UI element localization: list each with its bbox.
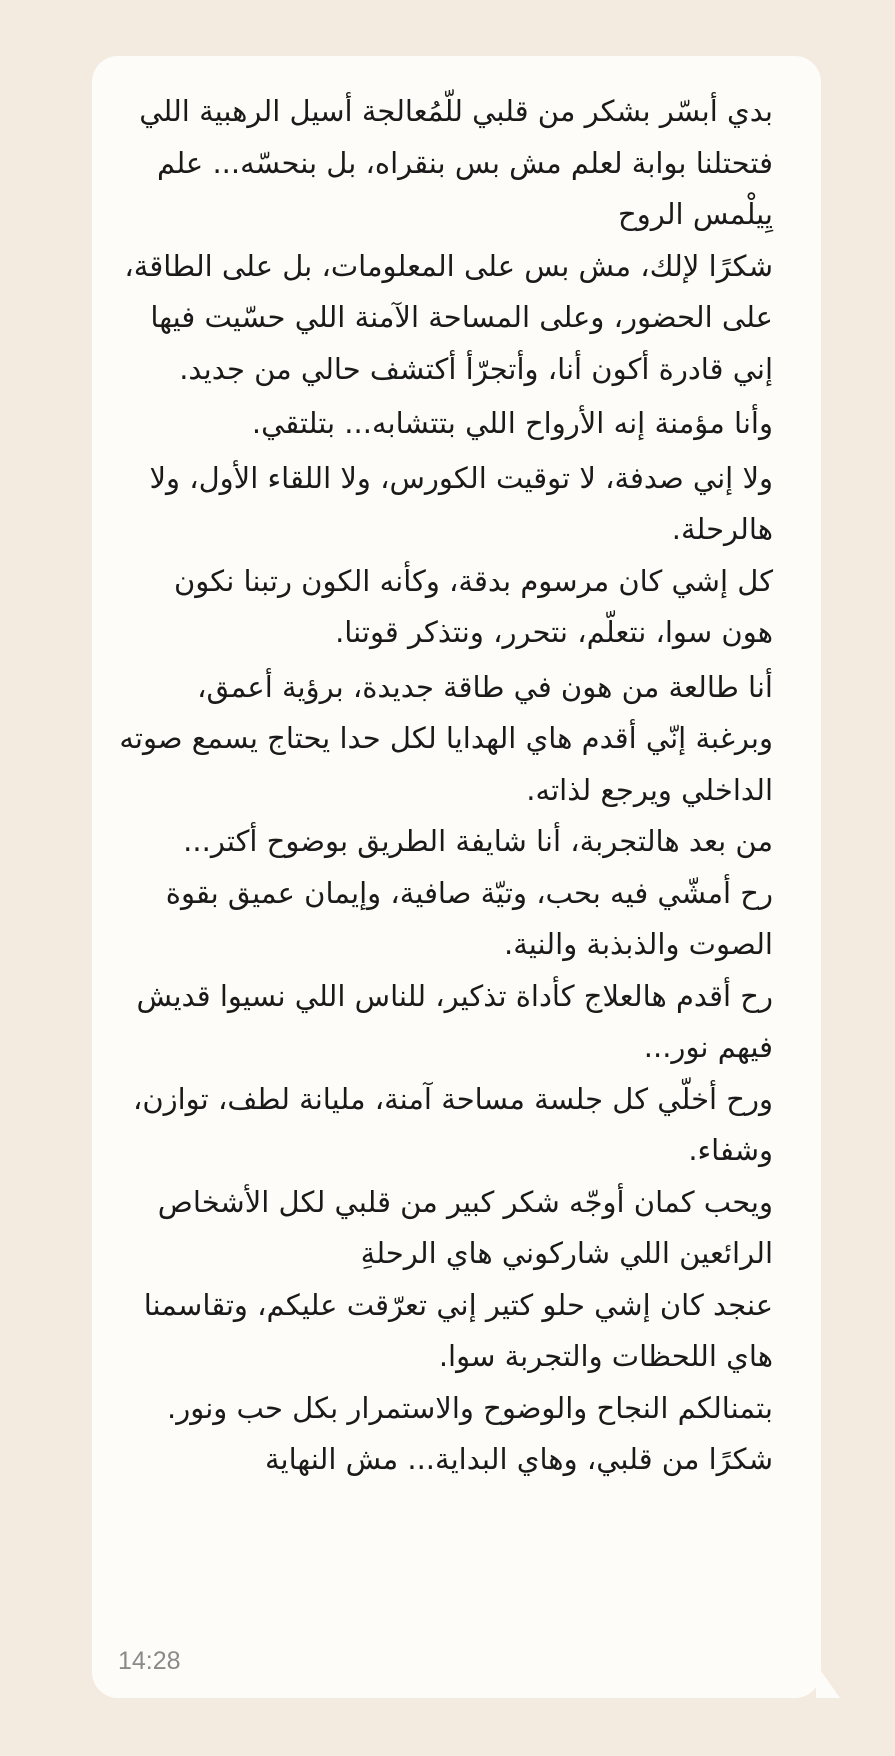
message-paragraph: وأنا مؤمنة إنه الأرواح اللي بتتشابه... بتلتقي. [251,406,773,440]
message-paragraph: بدي أبسّر بشكر من قلبي للّمُعالجة أسيل الرهبية اللي فتحتلنا بوابة لعلم مش بس بنقراه، بل بنحسّه... علم يِيلْمس الروح [139,94,773,231]
message-paragraph: شكرًا من قلبي، وهاي البداية... مش النهاية [264,1442,773,1476]
message-paragraph: ولا إني صدفة، لا توقيت الكورس، ولا اللقاء الأول، ولا هالرحلة. [149,460,773,546]
message-paragraph: بتمنالكم النجاح والوضوح والاستمرار بكل حب ونور. [167,1390,773,1425]
message-timestamp: 14:28 [118,1647,181,1675]
message-paragraph: ويحب كمان أوجّه شكر كبير من قلبي لكل الأشخاص الرائعين اللي شاركوني هاي الرحلةِ [157,1184,773,1270]
message-paragraph: عنجد كان إشي حلو كتير إني تعرّقت عليكم، وتقاسمنا هاي اللحظات والتجربة سوا. [143,1287,773,1373]
message-bubble[interactable] [92,56,821,1698]
message-paragraph: رح أقدم هالعلاج كأداة تذكير، للناس اللي نسيوا قديش فيهم نور... [136,978,773,1064]
message-paragraph: ورح أخلّي كل جلسة مساحة آمنة، مليانة لطف، توازن، وشفاء. [132,1081,773,1167]
message-paragraph: رح أمشّي فيه بحب، وتيّة صافية، وإيمان عميق بقوة الصوت والذبذبة والنية. [165,875,773,961]
message-paragraph: أنا طالعة من هون في طاقة جديدة، برؤية أعمق، وبرغبة إنّي أقدم هاي الهدايا لكل حدا يحتاج يسمع صوته الداخلي ويرجع لذاته. [119,669,773,807]
message-paragraph: من بعد هالتجربة، أنا شايفة الطريق بوضوح أكتر... [183,824,773,858]
bubble-tail [816,1664,840,1698]
message-text [118,86,773,1486]
message-paragraph: شكرًا لإلك، مش بس على المعلومات، بل على الطاقة، على الحضور، وعلى المساحة الآمنة اللي حسّيت فيها إني قادرة أكون أنا، وأتجرّأ أكتشف حالي من جديد. [124,248,773,386]
message-paragraph: كل إشي كان مرسوم بدقة، وكأنه الكون رتبنا نكون هون سوا، نتعلّم، نتحرر، ونتذكر قوتنا. [173,563,773,649]
